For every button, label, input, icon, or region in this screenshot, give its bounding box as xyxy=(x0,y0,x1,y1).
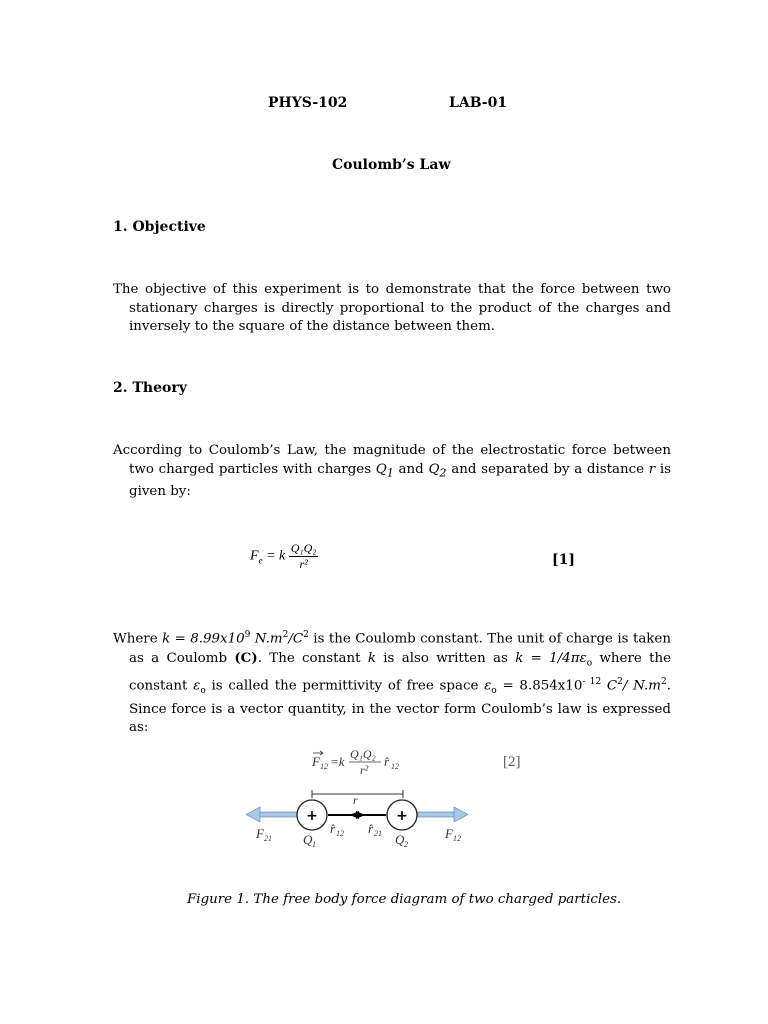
label-q1-sub: 1 xyxy=(312,840,316,849)
eq2-lhs-sub: 12 xyxy=(320,762,328,771)
equation-coulomb: $F_e = k$ $\frac{\text{Q₁Q₂}}{\text{r²}}$ xyxy=(250,541,317,571)
theory-paragraph: According to Coulomb’s Law, the magnitude of the electrostatic force between two charged particles with charges $Q_1$ and $Q_2$ and separated by a distance r is given by: xyxy=(113,443,671,499)
label-q2-sub: 2 xyxy=(404,840,408,849)
label-q2: Q xyxy=(395,832,405,847)
label-f12: F xyxy=(445,826,453,841)
label-f21: F xyxy=(256,826,264,841)
label-r12: r̂ xyxy=(330,821,336,836)
charge-q1-sign: + xyxy=(306,808,318,824)
eq2-numerator: Q₁Q₂ xyxy=(350,747,376,761)
objective-text: The objective of this experiment is to demonstrate that the force between two stationary charges is directly proportional to the product of the charges and inversely to the square of the distance between them. xyxy=(113,282,671,334)
force-arrow-f12 xyxy=(418,807,468,822)
label-f21-sub: 21 xyxy=(264,834,272,843)
label-r21-sub: 21 xyxy=(374,829,382,838)
eq2-rhat-sub: 12 xyxy=(391,762,399,771)
charge-q2-sign: + xyxy=(396,808,408,824)
label-q1: Q xyxy=(303,832,313,847)
eq2-number: [2] xyxy=(503,754,521,770)
eq2-lhs: F xyxy=(312,754,320,769)
objective-heading: 1. Objective xyxy=(113,219,206,235)
where-paragraph: Where $k = 8.99x10^9$ $N.m^2/C^2$ is the Coulomb constant. The unit of charge is taken as a Coulomb (C). The constant k is also written as $k = 1/4\pi\varepsilon_o$ where the constant $\varepsilon_o$ is called the permittivity of free space $\varepsilon_o = 8.854x10^{- 12}$ $C^2/$ $N.m^2$. Since force is a vector quantity, in the vector form Coulomb’s law is expressed as: xyxy=(113,630,672,736)
label-r21: r̂ xyxy=(368,821,374,836)
label-r12-sub: 12 xyxy=(336,829,344,838)
theory-heading: 2. Theory xyxy=(113,380,187,396)
eq2-denominator: r² xyxy=(360,763,369,777)
page-title: Coulomb’s Law xyxy=(332,157,451,173)
course-code: PHYS-102 xyxy=(268,95,348,111)
distance-label: r xyxy=(353,793,358,807)
force-arrow-f21 xyxy=(246,807,298,822)
label-f12-sub: 12 xyxy=(453,834,461,843)
lab-number: LAB-01 xyxy=(449,95,508,111)
eq2-rhat: r̂ xyxy=(384,754,390,769)
figure-caption: Figure 1. The free body force diagram of two charged particles. xyxy=(187,892,622,907)
equation-1-number: [1] xyxy=(552,552,575,568)
eq2-mid: =k xyxy=(330,754,345,769)
force-diagram xyxy=(240,740,530,855)
unit-vector-r21-head xyxy=(350,811,359,819)
